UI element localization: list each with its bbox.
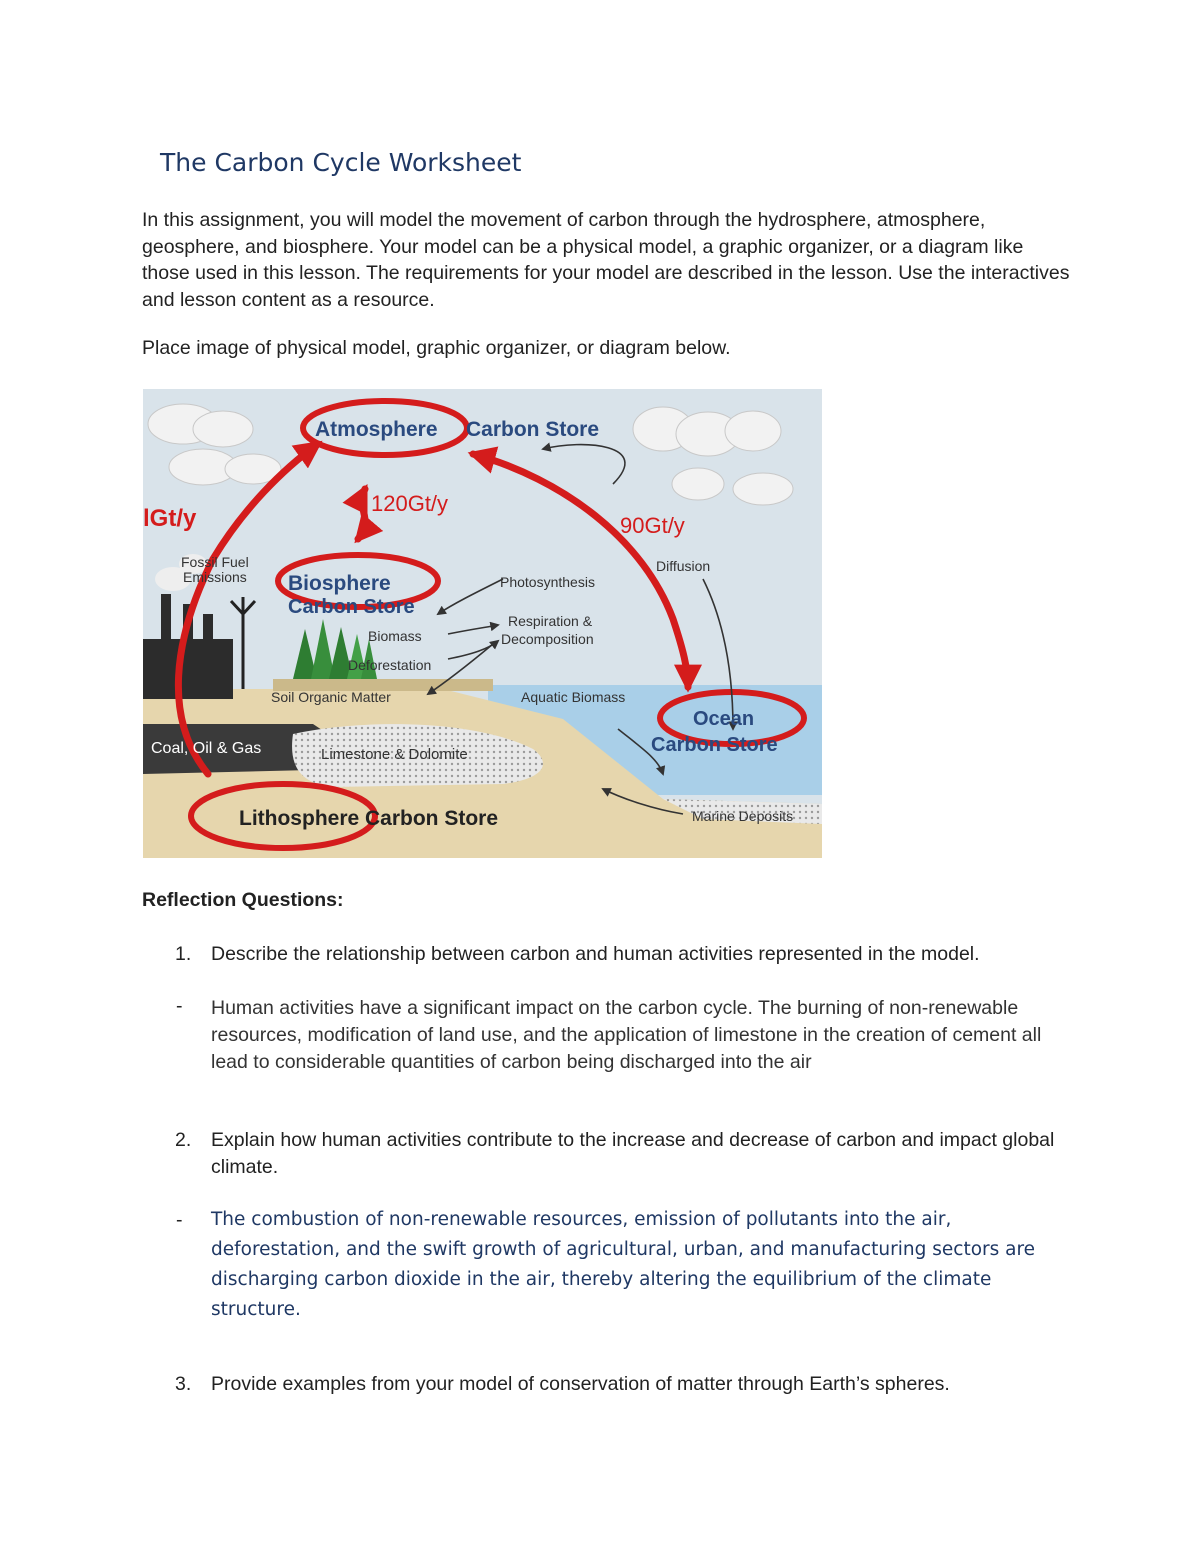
label-diffusion: Diffusion [656,558,711,574]
answer-2-dash: - [176,1209,183,1231]
label-biomass: Biomass [368,628,422,644]
label-respiration-2: Decomposition [501,631,594,647]
label-respiration-1: Respiration & [508,613,593,629]
label-atmosphere: Atmosphere [315,418,438,441]
label-aquatic: Aquatic Biomass [521,689,626,705]
page-title: The Carbon Cycle Worksheet [160,148,522,177]
carbon-cycle-diagram [143,389,822,858]
reflection-heading: Reflection Questions: [142,889,344,911]
question-1-text: Describe the relationship between carbon and human activities represented in the model. [211,943,980,965]
label-biosphere: Biosphere [288,572,391,595]
label-photosynthesis: Photosynthesis [500,574,595,590]
label-coal: Coal, Oil & Gas [151,740,262,757]
label-fossil-1: Fossil Fuel [181,554,249,570]
answer-1-dash: - [176,995,183,1017]
question-3-text: Provide examples from your model of conservation of matter through Earth’s spheres. [211,1373,950,1395]
label-fossil-2: Emissions [183,569,247,585]
label-marine: Marine Deposits [692,808,794,824]
label-atmosphere-store: Carbon Store [466,418,600,441]
label-flux-bio: 120Gt/y [371,491,449,516]
place-image-instruction: Place image of physical model, graphic organizer, or diagram below. [142,337,731,359]
question-3-number: 3. [175,1373,192,1395]
question-2-number: 2. [175,1129,192,1151]
label-biosphere-store: Carbon Store [288,596,415,618]
label-flux-ocean: 90Gt/y [620,513,685,538]
answer-2-text: The combustion of non-renewable resources, emission of pollutants into the air, deforestation, and the swift growth of agricultural, urban, and manufacturing sectors are discharging carbon dioxide in the air, thereby altering the equilibrium of the climate structure. [211,1209,1036,1320]
intro-paragraph: In this assignment, you will model the movement of carbon through the hydrosphere, atmosphere, geosphere, and biosphere. Your model can be a physical model, a graphic organizer, or a diagram like those used in this lesson. The requirements for your model are described in the lesson. Use the interactives and lesson content as a resource. [142,209,1070,311]
question-2-text: Explain how human activities contribute to the increase and decrease of carbon and impact global climate. [211,1129,1055,1178]
answer-1-text: Human activities have a significant impact on the carbon cycle. The burning of non-renewable resources, modification of land use, and the application of limestone in the creation of cement all lead to considerable quantities of carbon being discharged into the air [211,997,1042,1073]
label-limestone: Limestone & Dolomite [321,746,468,763]
label-soil: Soil Organic Matter [271,689,391,705]
question-1-number: 1. [175,943,192,965]
label-lithosphere: Lithosphere Carbon Store [239,807,499,830]
label-ocean-store: Carbon Store [651,734,778,756]
label-deforestation: Deforestation [348,657,432,673]
label-ocean: Ocean [693,708,755,730]
label-flux-left: lGt/y [143,505,197,532]
